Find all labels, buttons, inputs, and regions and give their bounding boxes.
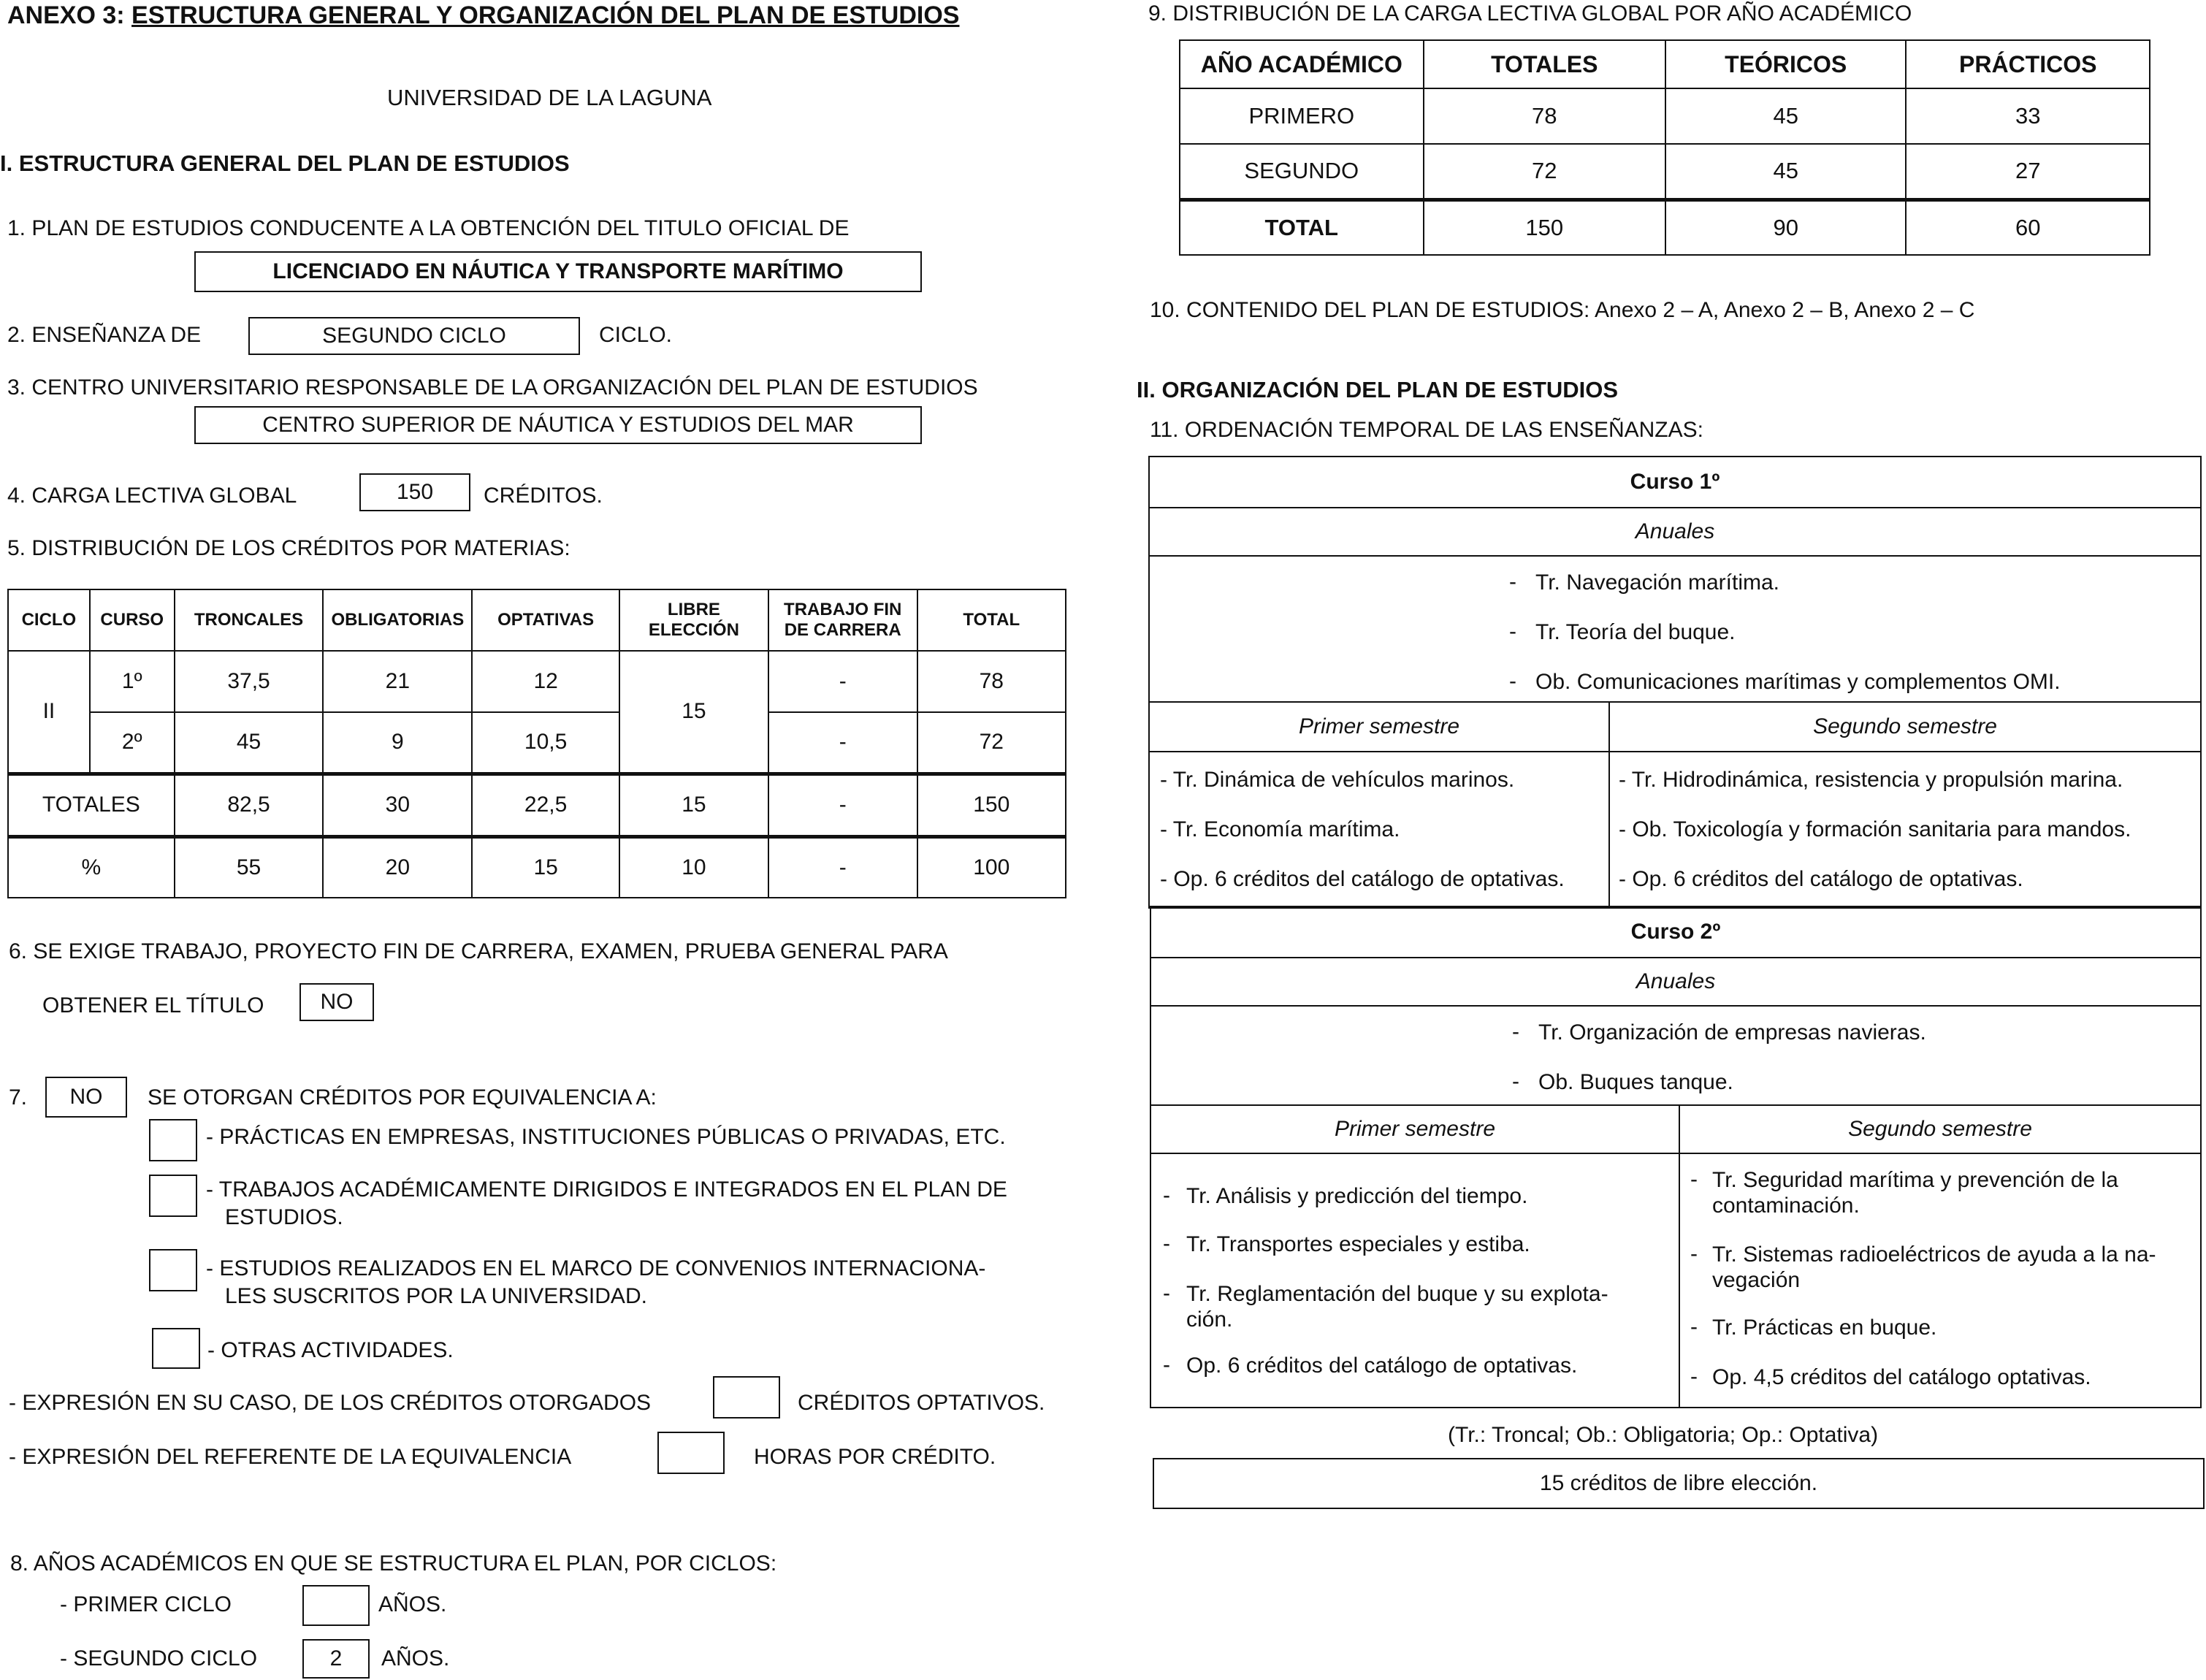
- option-trabajos-line2: ESTUDIOS.: [225, 1205, 343, 1229]
- item6-text: 6. SE EXIGE TRABAJO, PROYECTO FIN DE CARRERA, EXAMEN, PRUEBA GENERAL PARA: [9, 939, 948, 963]
- table9-header-row: [1180, 40, 2150, 88]
- expression-reference-label: - EXPRESIÓN DEL REFERENTE DE LA EQUIVALENCIA: [9, 1445, 572, 1469]
- cell: -: [768, 774, 917, 836]
- cell: 20: [323, 836, 472, 898]
- cell: 37,5: [175, 651, 324, 712]
- course1-sem2: [1610, 703, 2200, 907]
- course1-title: Curso 1º: [1150, 457, 2200, 508]
- cell: 78: [917, 651, 1066, 712]
- cell: 45: [1665, 144, 1906, 199]
- course1-anuales-list: - Tr. Navegación marítima. - Tr. Teoría del buque. - Ob. Comunicaciones marítimas y complementos OMI.: [1150, 557, 2200, 703]
- table-row: [1180, 199, 2150, 255]
- cell: 90: [1665, 199, 1906, 255]
- cell: 30: [323, 774, 472, 836]
- col-header: OBLIGATORIAS: [323, 589, 472, 651]
- cell: 78: [1424, 88, 1665, 144]
- cell: 45: [175, 712, 324, 774]
- col-header: CICLO: [8, 589, 90, 651]
- section2-heading: II. ORGANIZACIÓN DEL PLAN DE ESTUDIOS: [1137, 377, 1619, 402]
- list-item: - Tr. Economía marítima.: [1160, 817, 1400, 841]
- list-item: Tr. Prácticas en buque.: [1712, 1316, 1937, 1340]
- sem-label: Primer semestre: [1151, 1106, 1679, 1154]
- sem-label: Segundo semestre: [1610, 703, 2200, 752]
- cell: 33: [1906, 88, 2150, 144]
- table5-header-row: [8, 589, 1066, 651]
- item1-text: 1. PLAN DE ESTUDIOS CONDUCENTE A LA OBTENCIÓN DEL TITULO OFICIAL DE: [7, 216, 850, 240]
- course2-sem2: Segundo semestre - Tr. Seguridad marítima y prevención de la contaminación. - Tr. Sistemas radioeléctricos de ayuda a la na- vegación - Tr. Prácticas en buque. - Op. 4,5 créditos del catálogo optativas.: [1680, 1106, 2200, 1407]
- final-exam-box: NO: [299, 983, 374, 1021]
- checkbox-trabajos[interactable]: [149, 1175, 197, 1217]
- list-item: - Op. 6 créditos del catálogo de optativas.: [1160, 867, 1565, 891]
- cell: 10,5: [472, 712, 619, 774]
- course2-sem1: Primer semestre - Tr. Análisis y predicción del tiempo. - Tr. Transportes especiales y estiba. - Tr. Reglamentación del buque y su explota- ción. - Op. 6 créditos del catálogo de optativas.: [1151, 1106, 1680, 1407]
- cell: 2º: [90, 712, 175, 774]
- annex-title: ESTRUCTURA GENERAL Y ORGANIZACIÓN DEL PLAN DE ESTUDIOS: [131, 1, 960, 29]
- cell: -: [768, 836, 917, 898]
- load-by-year-table: [1179, 39, 2150, 256]
- cell: 45: [1665, 88, 1906, 144]
- list-item: Tr. Reglamentación del buque y su explota- ción.: [1186, 1282, 1608, 1332]
- cell: 72: [1424, 144, 1665, 199]
- cell: 21: [323, 651, 472, 712]
- cell: SEGUNDO: [1180, 144, 1424, 199]
- list-item: Op. 4,5 créditos del catálogo optativas.: [1712, 1365, 2091, 1389]
- credits-box: 150: [359, 473, 470, 511]
- item6-label: OBTENER EL TÍTULO: [42, 993, 264, 1017]
- cycle-box: SEGUNDO CICLO: [248, 317, 580, 355]
- col-header: CURSO: [90, 589, 175, 651]
- option-trabajos-line1: - TRABAJOS ACADÉMICAMENTE DIRIGIDOS E INTEGRADOS EN EL PLAN DE: [206, 1177, 1007, 1202]
- credits-distribution-table: [7, 589, 1066, 898]
- cell: 12: [472, 651, 619, 712]
- list-item: Tr. Organización de empresas navieras.: [1538, 1020, 1926, 1045]
- cell: 150: [1424, 199, 1665, 255]
- course2-title: Curso 2º: [1151, 907, 2200, 958]
- item3-text: 3. CENTRO UNIVERSITARIO RESPONSABLE DE LA ORGANIZACIÓN DEL PLAN DE ESTUDIOS: [7, 375, 978, 400]
- col-header: AÑO ACADÉMICO: [1180, 40, 1424, 88]
- item7-number: 7.: [9, 1085, 28, 1110]
- list-item: Tr. Análisis y predicción del tiempo.: [1186, 1184, 1528, 1208]
- table-row: [1180, 88, 2150, 144]
- cell: 60: [1906, 199, 2150, 255]
- list-item: - Ob. Toxicología y formación sanitaria para mandos.: [1619, 817, 2131, 841]
- cell: PRIMERO: [1180, 88, 1424, 144]
- list-item: - Tr. Hidrodinámica, resistencia y propulsión marina.: [1619, 768, 2123, 792]
- expression-credits-label: - EXPRESIÓN EN SU CASO, DE LOS CRÉDITOS OTORGADOS: [9, 1391, 652, 1415]
- item2-suffix: CICLO.: [599, 323, 673, 347]
- list-item: Op. 6 créditos del catálogo de optativas.: [1186, 1353, 1578, 1378]
- first-cycle-years-field[interactable]: [302, 1585, 370, 1626]
- col-header: OPTATIVAS: [472, 589, 619, 651]
- item8-text: 8. AÑOS ACADÉMICOS EN QUE SE ESTRUCTURA EL PLAN, POR CICLOS:: [10, 1551, 777, 1576]
- credits-granted-field[interactable]: [713, 1376, 780, 1419]
- cell: 100: [917, 836, 1066, 898]
- equivalence-box: NO: [45, 1077, 127, 1118]
- item4-label: 4. CARGA LECTIVA GLOBAL: [7, 484, 297, 508]
- cell: -: [768, 712, 917, 774]
- degree-title-box: LICENCIADO EN NÁUTICA Y TRANSPORTE MARÍTIMO: [194, 251, 922, 292]
- col-header: TOTAL: [917, 589, 1066, 651]
- list-item: Tr. Seguridad marítima y prevención de la contaminación.: [1712, 1168, 2118, 1218]
- section1-heading: I. ESTRUCTURA GENERAL DEL PLAN DE ESTUDIOS: [0, 150, 570, 176]
- second-cycle-years-field[interactable]: 2: [302, 1639, 370, 1679]
- expression-credits-suffix: CRÉDITOS OPTATIVOS.: [798, 1391, 1045, 1415]
- first-cycle-label: - PRIMER CICLO: [60, 1592, 232, 1616]
- table-row: [8, 712, 1066, 774]
- course1-panel: [1148, 456, 2202, 909]
- second-cycle-label: - SEGUNDO CICLO: [60, 1646, 258, 1671]
- course2-panel: [1150, 906, 2202, 1408]
- university-name: UNIVERSIDAD DE LA LAGUNA: [387, 85, 712, 110]
- cell: %: [8, 836, 175, 898]
- checkbox-practicas[interactable]: [149, 1119, 197, 1161]
- annex-heading: [7, 1, 960, 30]
- course2-anuales-list: - Tr. Organización de empresas navieras. - Ob. Buques tanque.: [1151, 1007, 2200, 1106]
- col-header: LIBRE ELECCIÓN: [619, 589, 768, 651]
- col-header: TEÓRICOS: [1665, 40, 1906, 88]
- cell: 72: [917, 712, 1066, 774]
- checkbox-convenios[interactable]: [149, 1249, 197, 1291]
- hours-per-credit-field[interactable]: [657, 1432, 725, 1474]
- cell: 82,5: [175, 774, 324, 836]
- expression-reference-suffix: HORAS POR CRÉDITO.: [754, 1445, 996, 1469]
- table-row: [8, 651, 1066, 712]
- percent-row: [8, 836, 1066, 898]
- cell: TOTAL: [1180, 199, 1424, 255]
- list-item: Tr. Transportes especiales y estiba.: [1186, 1232, 1530, 1256]
- cell: 15: [619, 651, 768, 774]
- item9-text: 9. DISTRIBUCIÓN DE LA CARGA LECTIVA GLOBAL POR AÑO ACADÉMICO: [1148, 1, 1912, 26]
- col-header: TRABAJO FIN DE CARRERA: [768, 589, 917, 651]
- col-header: PRÁCTICOS: [1906, 40, 2150, 88]
- item10-text: 10. CONTENIDO DEL PLAN DE ESTUDIOS: Anexo 2 – A, Anexo 2 – B, Anexo 2 – C: [1150, 298, 1975, 322]
- annex-prefix: ANEXO 3:: [7, 1, 125, 29]
- list-item: Tr. Sistemas radioeléctricos de ayuda a la na- vegación: [1712, 1242, 2156, 1293]
- cell: 27: [1906, 144, 2150, 199]
- checkbox-otras[interactable]: [152, 1328, 200, 1369]
- first-cycle-suffix: AÑOS.: [378, 1592, 447, 1616]
- list-item: - Tr. Dinámica de vehículos marinos.: [1160, 768, 1515, 792]
- list-item: Ob. Buques tanque.: [1538, 1070, 1733, 1094]
- item4-suffix: CRÉDITOS.: [484, 484, 603, 508]
- cell: 150: [917, 774, 1066, 836]
- course2-anuales-label: Anuales: [1151, 958, 2200, 1007]
- cell: TOTALES: [8, 774, 175, 836]
- list-item: - Op. 6 créditos del catálogo de optativas.: [1619, 867, 2023, 891]
- item11-text: 11. ORDENACIÓN TEMPORAL DE LAS ENSEÑANZAS:: [1150, 418, 1703, 442]
- cell: 1º: [90, 651, 175, 712]
- cell: 10: [619, 836, 768, 898]
- free-elective-box: 15 créditos de libre elección.: [1153, 1458, 2205, 1509]
- course1-sem1: [1150, 703, 1610, 907]
- option-practicas: - PRÁCTICAS EN EMPRESAS, INSTITUCIONES PÚBLICAS O PRIVADAS, ETC.: [206, 1125, 1006, 1149]
- option-otras: - OTRAS ACTIVIDADES.: [207, 1338, 454, 1362]
- totals-row: [8, 774, 1066, 836]
- cell: 15: [472, 836, 619, 898]
- course1-anuales-label: Anuales: [1150, 508, 2200, 557]
- cell: 22,5: [472, 774, 619, 836]
- cell: -: [768, 651, 917, 712]
- item7-text: SE OTORGAN CRÉDITOS POR EQUIVALENCIA A:: [148, 1085, 657, 1110]
- ciclo-cell: II: [8, 651, 90, 774]
- sem-label: Primer semestre: [1150, 703, 1608, 752]
- center-box: CENTRO SUPERIOR DE NÁUTICA Y ESTUDIOS DEL MAR: [194, 406, 922, 444]
- table-row: [1180, 144, 2150, 199]
- second-cycle-suffix: AÑOS.: [381, 1646, 450, 1671]
- cell: 15: [619, 774, 768, 836]
- list-item: Ob. Comunicaciones marítimas y complementos OMI.: [1535, 670, 2061, 694]
- cell: 55: [175, 836, 324, 898]
- course2-semesters: [1151, 1106, 2200, 1407]
- col-header: TOTALES: [1424, 40, 1665, 88]
- course1-semesters: [1150, 703, 2200, 907]
- option-convenios-line2: LES SUSCRITOS POR LA UNIVERSIDAD.: [225, 1284, 647, 1308]
- col-header: TRONCALES: [175, 589, 324, 651]
- list-item: Tr. Navegación marítima.: [1535, 570, 1779, 595]
- option-convenios-line1: - ESTUDIOS REALIZADOS EN EL MARCO DE CONVENIOS INTERNACIONA-: [206, 1256, 986, 1280]
- list-item: Tr. Teoría del buque.: [1535, 620, 1736, 644]
- item2-label: 2. ENSEÑANZA DE: [7, 323, 202, 347]
- abbreviation-legend: (Tr.: Troncal; Ob.: Obligatoria; Op.: Optativa): [1448, 1423, 1879, 1447]
- cell: 9: [323, 712, 472, 774]
- item5-text: 5. DISTRIBUCIÓN DE LOS CRÉDITOS POR MATERIAS:: [7, 536, 570, 560]
- sem-label: Segundo semestre: [1680, 1106, 2200, 1154]
